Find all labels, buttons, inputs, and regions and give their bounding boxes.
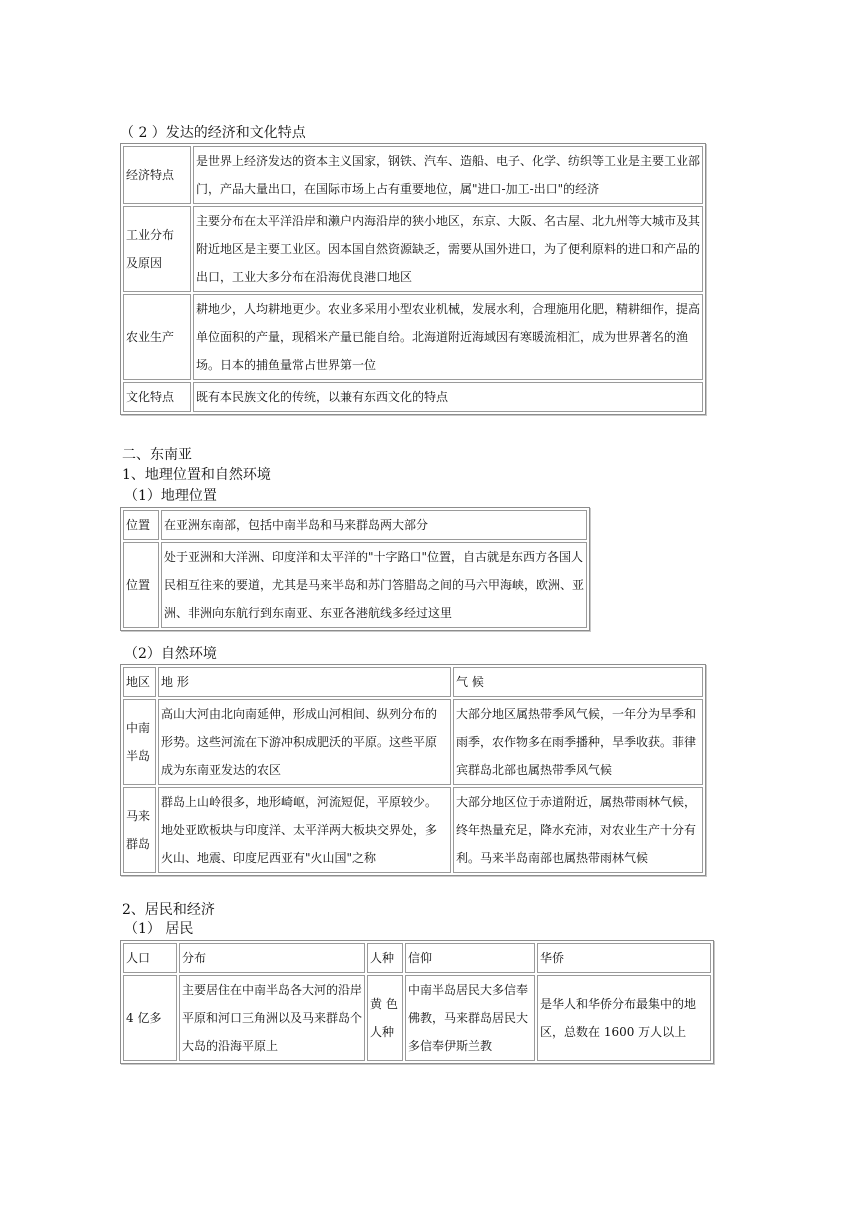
column-header: 气 候	[453, 667, 703, 697]
climate-text: 大部分地区位于赤道附近，属热带雨林气候，终年热量充足，降水充沛，对农业生产十分有利。马来半岛南部也属热带雨林气候	[453, 787, 703, 873]
location-table	[120, 507, 590, 631]
table-row	[123, 294, 703, 380]
row-label: 农业生产	[123, 294, 191, 380]
table-row	[123, 510, 587, 540]
column-header: 人口	[123, 943, 177, 973]
subheading-geography: 1、地理位置和自然环境	[122, 467, 271, 483]
table-row	[123, 975, 711, 1061]
subheading-environment: （2）自然环境	[124, 646, 217, 662]
column-header: 信仰	[405, 943, 535, 973]
region-label: 马来 群岛	[123, 787, 156, 873]
row-label: 工业分布 及原因	[123, 206, 191, 292]
row-label: 位置	[123, 510, 159, 540]
row-text: 主要分布在太平洋沿岸和濑户内海沿岸的狭小地区，东京、大阪、名古屋、北九州等大城市及其附近地区是主要工业区。因本国自然资源缺乏，需要从国外进口，为了便利原料的进口和产品的出口，工业大多分布在沿海优良港口地区	[193, 206, 703, 292]
environment-table	[120, 664, 706, 876]
table-row	[123, 699, 703, 785]
terrain-text: 群岛上山岭很多，地形崎岖，河流短促，平原较少。地处亚欧板块与印度洋、太平洋两大板块交界处，多火山、地震、印度尼西亚有"火山国"之称	[158, 787, 451, 873]
column-header: 华侨	[537, 943, 711, 973]
table-row	[123, 206, 703, 292]
row-text: 既有本民族文化的传统，以兼有东西文化的特点	[193, 382, 703, 412]
row-label: 经济特点	[123, 146, 191, 204]
section-heading-economy-culture: （ 2 ）发达的经济和文化特点	[120, 125, 306, 141]
overseas-chinese-cell: 是华人和华侨分布最集中的地区，总数在 1600 万人以上	[537, 975, 711, 1061]
terrain-text: 高山大河由北向南延伸，形成山河相间、纵列分布的形势。这些河流在下游冲积成肥沃的平原。这些平原成为东南亚发达的农区	[158, 699, 451, 785]
residents-table	[120, 940, 714, 1064]
table-row	[123, 542, 587, 628]
table-row	[123, 382, 703, 412]
row-text: 在亚洲东南部，包括中南半岛和马来群岛两大部分	[161, 510, 587, 540]
race-cell: 黄 色 人种	[367, 975, 403, 1061]
table-header-row	[123, 667, 703, 697]
subheading-residents-economy: 2、居民和经济	[122, 902, 215, 918]
subheading-location: （1）地理位置	[124, 488, 217, 504]
column-header: 人种	[367, 943, 403, 973]
row-text: 处于亚洲和大洋洲、印度洋和太平洋的"十字路口"位置，自古就是东西方各国人民相互往来的要道，尤其是马来半岛和苏门答腊岛之间的马六甲海峡，欧洲、亚洲、非洲向东航行到东南亚、东亚各港航线多经过这里	[161, 542, 587, 628]
table-row	[123, 787, 703, 873]
religion-cell: 中南半岛居民大多信奉佛教，马来群岛居民大多信奉伊斯兰教	[405, 975, 535, 1061]
row-label: 文化特点	[123, 382, 191, 412]
climate-text: 大部分地区属热带季风气候，一年分为旱季和雨季，农作物多在雨季播种，旱季收获。菲律宾群岛北部也属热带季风气候	[453, 699, 703, 785]
subheading-residents: （1） 居民	[124, 921, 194, 937]
row-text: 耕地少，人均耕地更少。农业多采用小型农业机械，发展水利，合理施用化肥，精耕细作，提高单位面积的产量，现稻米产量已能自给。北海道附近海域因有寒暖流相汇，成为世界著名的渔场。日本的捕鱼量常占世界第一位	[193, 294, 703, 380]
row-text: 是世界上经济发达的资本主义国家，钢铁、汽车、造船、电子、化学、纺织等工业是主要工业部门，产品大量出口，在国际市场上占有重要地位，属"进口-加工-出口"的经济	[193, 146, 703, 204]
column-header: 地区	[123, 667, 156, 697]
population-cell: 4 亿多	[123, 975, 177, 1061]
section-heading-southeast-asia: 二、东南亚	[122, 447, 192, 463]
economy-culture-table	[120, 143, 706, 415]
column-header: 地 形	[158, 667, 451, 697]
region-label: 中南 半岛	[123, 699, 156, 785]
table-header-row	[123, 943, 711, 973]
distribution-cell: 主要居住在中南半岛各大河的沿岸平原和河口三角洲以及马来群岛个大岛的沿海平原上	[179, 975, 365, 1061]
table-row	[123, 146, 703, 204]
row-label: 位置	[123, 542, 159, 628]
column-header: 分布	[179, 943, 365, 973]
